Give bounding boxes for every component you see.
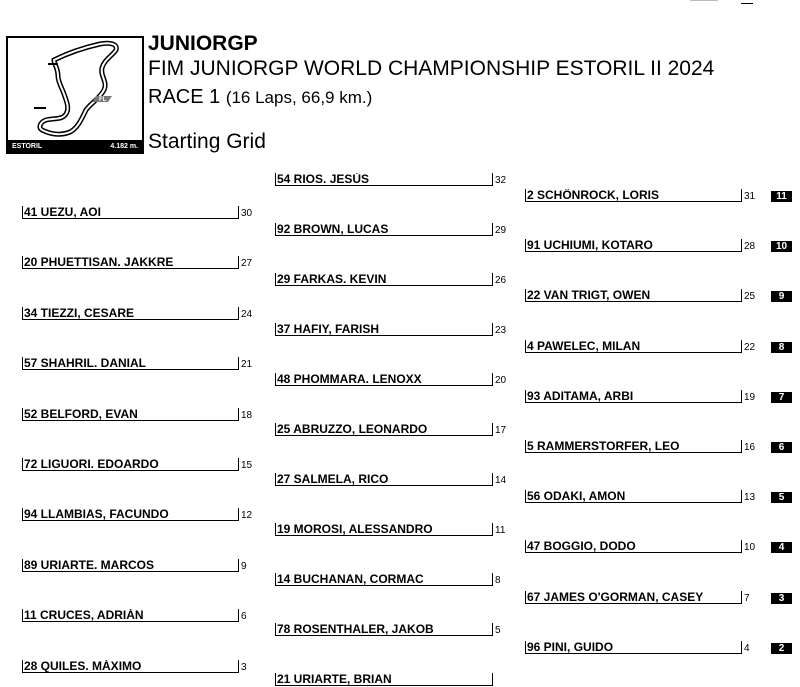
circuit-length: 4.182 m. bbox=[110, 142, 138, 150]
race-title bbox=[148, 85, 372, 110]
grid-position: 24 bbox=[238, 307, 252, 320]
grid-position: 30 bbox=[238, 206, 252, 219]
rider-name: 27 SALMELA, RICO bbox=[275, 473, 492, 486]
grid-position: 31 bbox=[741, 189, 755, 202]
grid-position: 26 bbox=[492, 273, 506, 286]
rider-name: 48 PHOMMARA. LENOXX bbox=[275, 373, 492, 386]
grid-row-badge: 6 bbox=[771, 442, 792, 453]
rider-name: 25 ABRUZZO, LEONARDO bbox=[275, 423, 492, 436]
rider-name: 4 PAWELEC, MILAN bbox=[525, 340, 741, 353]
rider-name: 29 FARKAS. KEVIN bbox=[275, 273, 492, 286]
race-label: RACE 1 bbox=[148, 86, 221, 108]
finish-line-label: FL bbox=[99, 97, 107, 103]
rider-name: 94 LLAMBIAS, FACUNDO bbox=[22, 508, 238, 521]
grid-position: 28 bbox=[741, 239, 755, 252]
grid-position: 4 bbox=[741, 641, 750, 654]
grid-position: 16 bbox=[741, 440, 755, 453]
grid-position: 8 bbox=[492, 573, 501, 586]
rider-name: 2 SCHÖNROCK, LORIS bbox=[525, 189, 741, 202]
race-detail: (16 Laps, 66,9 km.) bbox=[225, 88, 373, 107]
rider-name: 56 ODAKI, AMON bbox=[525, 490, 741, 503]
circuit-info-bar bbox=[8, 140, 142, 152]
grid-position: 18 bbox=[238, 408, 252, 421]
rider-name: 78 ROSENTHALER, JAKOB bbox=[275, 623, 492, 636]
rider-name: 28 QUILES. MÁXIMO bbox=[22, 660, 238, 673]
grid-position: 13 bbox=[741, 490, 755, 503]
rider-name: 11 CRUCES, ADRIÁN bbox=[22, 609, 238, 622]
rider-name: 41 UEZU, AOI bbox=[22, 206, 238, 219]
grid-position: 32 bbox=[492, 173, 506, 186]
grid-position: 15 bbox=[238, 458, 252, 471]
grid-row-badge: 3 bbox=[771, 593, 792, 604]
rider-name: 5 RAMMERSTORFER, LEO bbox=[525, 440, 741, 453]
rider-name: 92 BROWN, LUCAS bbox=[275, 223, 492, 236]
rider-name: 22 VAN TRIGT, OWEN bbox=[525, 289, 741, 302]
rider-name: 19 MOROSI, ALESSANDRO bbox=[275, 523, 492, 536]
rider-name: 21 URIARTE, BRIAN bbox=[275, 673, 492, 686]
rider-name: 52 BELFORD, EVAN bbox=[22, 408, 238, 421]
rider-name: 67 JAMES O'GORMAN, CASEY bbox=[525, 591, 741, 604]
series-title: JUNIORGP bbox=[148, 32, 258, 55]
rider-name: 54 RIOS. JESÚS bbox=[275, 173, 492, 186]
grid-row-badge: 2 bbox=[771, 643, 792, 654]
grid-position: 12 bbox=[238, 508, 252, 521]
grid-position: 10 bbox=[741, 540, 755, 553]
grid-position: 5 bbox=[492, 623, 501, 636]
circuit-layout-icon bbox=[8, 38, 142, 142]
grid-position: 20 bbox=[492, 373, 506, 386]
rider-name: 57 SHAHRIL. DANIAL bbox=[22, 357, 238, 370]
grid-position: 3 bbox=[238, 660, 247, 673]
circuit-map bbox=[6, 36, 144, 154]
grid-row-badge: 11 bbox=[771, 191, 792, 202]
grid-position: 23 bbox=[492, 323, 506, 336]
grid-position: 17 bbox=[492, 423, 506, 436]
grid-position: 11 bbox=[492, 523, 505, 536]
rider-name: 89 URIARTE. MARCOS bbox=[22, 559, 238, 572]
grid-row-badge: 10 bbox=[771, 241, 792, 252]
grid-position: 25 bbox=[741, 289, 755, 302]
grid-position: 22 bbox=[741, 340, 755, 353]
grid-row-badge: 9 bbox=[771, 291, 792, 302]
grid-row-badge: 7 bbox=[771, 392, 792, 403]
event-title: FIM JUNIORGP WORLD CHAMPIONSHIP ESTORIL II 2024 bbox=[148, 57, 715, 80]
rider-name: 20 PHUETTISAN. JAKKRE bbox=[22, 256, 238, 269]
rider-name: 93 ADITAMA, ARBI bbox=[525, 390, 741, 403]
grid-row-badge: 8 bbox=[771, 342, 792, 353]
rider-name: 72 LIGUORI. EDOARDO bbox=[22, 458, 238, 471]
rider-name: 91 UCHIUMI, KOTARO bbox=[525, 239, 741, 252]
rider-name: 34 TIEZZI, CESARE bbox=[22, 307, 238, 320]
grid-position: 21 bbox=[238, 357, 252, 370]
grid-position: 9 bbox=[238, 559, 247, 572]
document-title: Starting Grid bbox=[148, 130, 266, 153]
rider-name: 14 BUCHANAN, CORMAC bbox=[275, 573, 492, 586]
grid-row-badge: 5 bbox=[771, 492, 792, 503]
grid-position: 19 bbox=[741, 390, 755, 403]
circuit-name: ESTORIL bbox=[12, 142, 43, 150]
grid-position: 29 bbox=[492, 223, 506, 236]
top-margin-mark bbox=[690, 0, 718, 1]
grid-position: 27 bbox=[238, 256, 252, 269]
grid-position: 6 bbox=[238, 609, 247, 622]
grid-position: 7 bbox=[741, 591, 750, 604]
rider-name: 37 HAFIY, FARISH bbox=[275, 323, 492, 336]
rider-name: 47 BOGGIO, DODO bbox=[525, 540, 741, 553]
grid-position: 14 bbox=[492, 473, 506, 486]
grid-row-badge: 4 bbox=[771, 542, 792, 553]
top-corner-mark bbox=[741, 0, 753, 4]
rider-name: 96 PINI, GUIDO bbox=[525, 641, 741, 654]
